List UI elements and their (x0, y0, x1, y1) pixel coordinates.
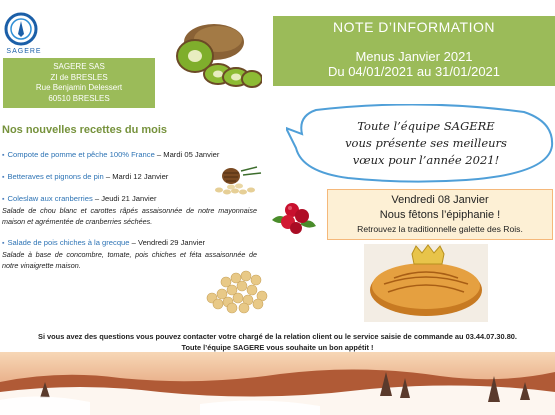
menu-dates: Du 04/01/2021 au 31/01/2021 (327, 64, 501, 79)
kiwi-image (168, 22, 262, 90)
recipe-date: – Mardi 12 Janvier (103, 172, 169, 181)
chickpeas-image (202, 264, 274, 314)
recipe-name: Coleslaw aux cranberries (7, 194, 93, 203)
menu-period (273, 49, 555, 79)
address-line: SAGERE SAS (53, 62, 105, 71)
contact-line: Si vous avez des questions vous pouvez contacter votre chargé de la relation client ou le service saisie de commande au 03.44.07.30.80. (38, 332, 517, 341)
address-line: ZI de BRESLES (50, 72, 108, 82)
recipe-item (2, 172, 168, 181)
event-date: Vendredi 08 Janvier (391, 194, 489, 206)
bullet-icon: ▪ (2, 174, 5, 181)
company-logo (2, 12, 40, 58)
recipes-section-title: Nos nouvelles recettes du mois (2, 124, 168, 136)
wishes-line: vous présente ses meilleurs (345, 136, 507, 150)
wishes-bubble (286, 104, 554, 186)
wishes-text (306, 118, 546, 169)
contact-info (0, 331, 555, 353)
event-description: Retrouvez la traditionnelle galette des Rois. (357, 224, 523, 234)
note-title: NOTE D’INFORMATION (333, 19, 495, 35)
recipe-item (2, 194, 157, 203)
closing-line: Toute l’équipe SAGERE vous souhaite un bon appétit ! (181, 343, 374, 352)
recipe-name: Compote de pomme et pêche 100% France (7, 150, 155, 159)
wishes-line: Toute l’équipe SAGERE (357, 119, 495, 133)
pine-nuts-image (205, 165, 263, 197)
recipe-item (2, 238, 205, 247)
recipe-description: Salade à base de concombre, tomate, pois chiches et féta assaisonnée de notre vinaigrette maison. (2, 250, 257, 270)
logo-text: SAGERE (6, 48, 42, 55)
recipe-date: – Jeudi 21 Janvier (92, 194, 157, 203)
address-line: 60510 BRESLES (48, 93, 110, 103)
company-address (3, 58, 155, 108)
winter-landscape-image (0, 352, 555, 415)
recipe-name: Betteraves et pignons de pin (7, 172, 104, 181)
cranberries-image (270, 198, 318, 236)
epiphany-event-box (327, 189, 553, 240)
galette-des-rois-image (364, 244, 488, 322)
wishes-line: vœux pour l’année 2021! (352, 153, 500, 167)
circular-logo-icon (2, 12, 40, 48)
recipe-date: – Mardi 05 Janvier (154, 150, 220, 159)
recipe-date: – Vendredi 29 Janvier (129, 238, 206, 247)
recipe-name: Salade de pois chiches à la grecque (7, 238, 130, 247)
bullet-icon: ▪ (2, 240, 5, 247)
menu-title: Menus Janvier 2021 (355, 49, 473, 64)
bullet-icon: ▪ (2, 196, 5, 203)
event-title: Nous fêtons l’épiphanie ! (379, 209, 501, 221)
recipe-item (2, 150, 219, 159)
bullet-icon: ▪ (2, 152, 5, 159)
recipe-description: Salade de chou blanc et carottes râpés assaisonnée de notre mayonnaise maison et agrémentée de cranberries séchées. (2, 206, 257, 226)
address-line: Rue Benjamin Delessert (35, 83, 123, 92)
note-header (273, 16, 555, 86)
